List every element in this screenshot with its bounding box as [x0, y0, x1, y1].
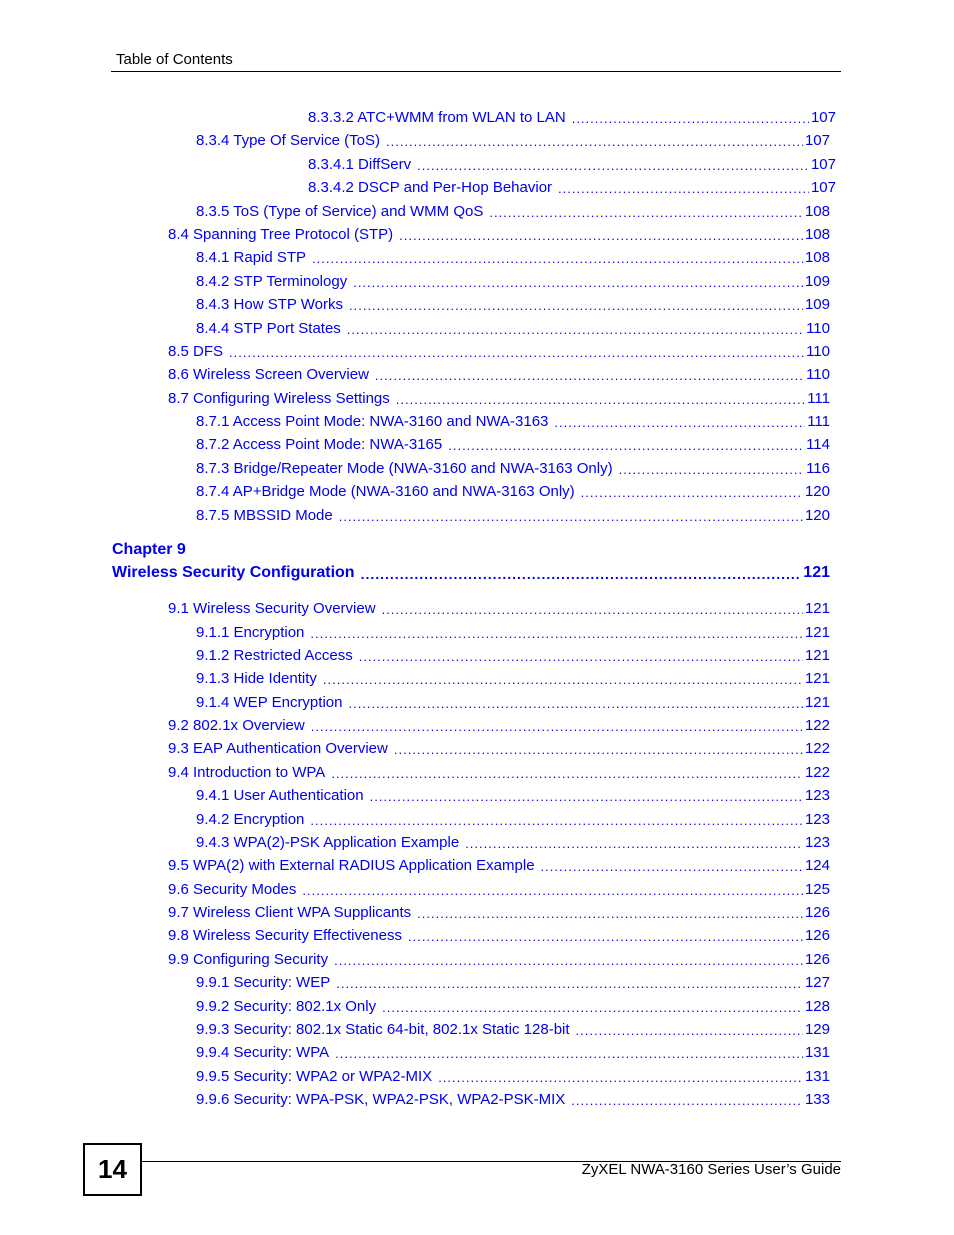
- toc-entry-title: 8.3.4.1 DiffServ: [308, 156, 412, 173]
- toc-entry[interactable]: [196, 622, 830, 642]
- toc-entry-title: Wireless Security Configuration: [112, 564, 355, 581]
- toc-entry-title: 9.4.3 WPA(2)-PSK Application Example: [196, 834, 460, 851]
- toc-entry-page: 122: [804, 764, 830, 781]
- toc-entry-title: 9.8 Wireless Security Effectiveness: [168, 927, 402, 944]
- dot-leader: [347, 322, 804, 338]
- toc-entry-page: 121: [804, 624, 830, 641]
- dot-leader: [361, 566, 802, 582]
- toc-entry[interactable]: [196, 972, 830, 992]
- toc-entry-page: 114: [806, 436, 830, 453]
- toc-entry[interactable]: [168, 949, 830, 969]
- toc-entry-title: 8.4.2 STP Terminology: [196, 273, 348, 290]
- toc-entry[interactable]: [168, 762, 830, 782]
- dot-leader: [465, 836, 803, 852]
- toc-entry-page: 131: [804, 1044, 830, 1061]
- toc-entry-page: 126: [804, 927, 830, 944]
- page-number: 14: [83, 1143, 142, 1196]
- toc-entry-page: 129: [804, 1021, 830, 1038]
- toc-entry-title: 9.1.3 Hide Identity: [196, 670, 317, 687]
- dot-leader: [310, 626, 803, 642]
- dot-leader: [370, 789, 803, 805]
- toc-entry-page: 107: [804, 132, 830, 149]
- toc-entry-title: 9.5 WPA(2) with External RADIUS Application Example: [168, 857, 535, 874]
- dot-leader: [331, 766, 803, 782]
- toc-entry-page: 108: [804, 249, 830, 266]
- dot-leader: [382, 1000, 803, 1016]
- toc-entry-title: 9.3 EAP Authentication Overview: [168, 740, 388, 757]
- toc-entry-title: 9.9.1 Security: WEP: [196, 974, 331, 991]
- toc-entry[interactable]: [196, 505, 830, 525]
- toc-entry-page: 107: [810, 179, 836, 196]
- toc-entry-title: 8.4.3 How STP Works: [196, 296, 343, 313]
- dot-leader: [334, 953, 803, 969]
- toc-entry[interactable]: [168, 388, 830, 408]
- toc-entry-page: 116: [806, 460, 830, 477]
- toc-entry-page: 120: [804, 507, 830, 524]
- toc-entry-title: 9.4.1 User Authentication: [196, 787, 364, 804]
- toc-entry[interactable]: [196, 692, 830, 712]
- dot-leader: [417, 158, 809, 174]
- toc-entry-page: 121: [804, 600, 830, 617]
- toc-entry[interactable]: [196, 785, 830, 805]
- toc-entry-page: 110: [806, 343, 830, 360]
- toc-entry[interactable]: [196, 809, 830, 829]
- toc-entry[interactable]: [196, 294, 830, 314]
- dot-leader: [348, 696, 803, 712]
- toc-entry[interactable]: [196, 481, 830, 501]
- dot-leader: [417, 906, 803, 922]
- toc-entry-title: 8.3.5 ToS (Type of Service) and WMM QoS: [196, 203, 484, 220]
- dot-leader: [359, 649, 803, 665]
- toc-entry-title: 8.5 DFS: [168, 343, 224, 360]
- dot-leader: [375, 368, 804, 384]
- dot-leader: [448, 438, 804, 454]
- toc-entry-title: 9.9 Configuring Security: [168, 951, 329, 968]
- toc-entry-page: 109: [804, 273, 830, 290]
- toc-entry-page: 123: [804, 787, 830, 804]
- dot-leader: [311, 719, 803, 735]
- toc-entry-page: 126: [804, 904, 830, 921]
- chapter-label: Chapter 9: [112, 541, 186, 558]
- toc-entry[interactable]: [196, 201, 830, 221]
- dot-leader: [353, 275, 803, 291]
- dot-leader: [576, 1023, 803, 1039]
- toc-entry[interactable]: [308, 107, 836, 127]
- toc-entry-page: 127: [804, 974, 830, 991]
- dot-leader: [229, 345, 804, 361]
- dot-leader: [554, 415, 805, 431]
- toc-entry-title: 9.1.4 WEP Encryption: [196, 694, 343, 711]
- toc-entry-page: 121: [803, 564, 830, 581]
- toc-entry[interactable]: [168, 925, 830, 945]
- toc-entry[interactable]: [196, 318, 830, 338]
- toc-entry-title: 9.9.5 Security: WPA2 or WPA2-MIX: [196, 1068, 433, 1085]
- dot-leader: [572, 111, 809, 127]
- toc-entry-page: 131: [804, 1068, 830, 1085]
- toc-entry-title: 8.7.3 Bridge/Repeater Mode (NWA-3160 and NWA-3163 Only): [196, 460, 613, 477]
- toc-entry[interactable]: [196, 996, 830, 1016]
- toc-entry-page: 110: [806, 320, 830, 337]
- toc-entry-title: 9.2 802.1x Overview: [168, 717, 305, 734]
- dot-leader: [336, 976, 803, 992]
- toc-entry-title: 9.9.2 Security: 802.1x Only: [196, 998, 377, 1015]
- toc-entry-page: 121: [804, 647, 830, 664]
- toc-entry[interactable]: [196, 1066, 830, 1086]
- toc-entry[interactable]: [168, 902, 830, 922]
- toc-entry-page: 124: [804, 857, 830, 874]
- running-header: Table of Contents: [116, 51, 233, 68]
- toc-entry-page: 120: [804, 483, 830, 500]
- toc-entry-title: 9.9.4 Security: WPA: [196, 1044, 330, 1061]
- chapter-title-link[interactable]: [112, 562, 830, 582]
- toc-entry-title: 9.1 Wireless Security Overview: [168, 600, 376, 617]
- toc-entry[interactable]: [196, 1042, 830, 1062]
- dot-leader: [581, 485, 803, 501]
- toc-entry-title: 9.4 Introduction to WPA: [168, 764, 326, 781]
- toc-entry[interactable]: [196, 411, 830, 431]
- toc-entry[interactable]: [196, 1019, 830, 1039]
- dot-leader: [335, 1046, 803, 1062]
- toc-entry-title: 9.9.3 Security: 802.1x Static 64-bit, 802.1x Static 128-bit: [196, 1021, 570, 1038]
- dot-leader: [349, 298, 803, 314]
- dot-leader: [541, 859, 803, 875]
- toc-entry-page: 108: [804, 226, 830, 243]
- dot-leader: [310, 813, 803, 829]
- toc-entry-title: 8.7.4 AP+Bridge Mode (NWA-3160 and NWA-3163 Only): [196, 483, 575, 500]
- toc-entry[interactable]: [308, 177, 836, 197]
- toc-entry-title: 8.7.2 Access Point Mode: NWA-3165: [196, 436, 443, 453]
- toc-entry[interactable]: [168, 715, 830, 735]
- dot-leader: [438, 1070, 803, 1086]
- toc-entry-title: 8.4 Spanning Tree Protocol (STP): [168, 226, 394, 243]
- toc-entry[interactable]: [168, 364, 830, 384]
- toc-entry[interactable]: [196, 434, 830, 454]
- toc-entry[interactable]: [196, 458, 830, 478]
- toc-entry-page: 133: [804, 1091, 830, 1108]
- toc-entry-page: 111: [807, 390, 830, 407]
- toc-entry-title: 8.7.1 Access Point Mode: NWA-3160 and NWA-3163: [196, 413, 549, 430]
- dot-leader: [386, 134, 803, 150]
- dot-leader: [312, 251, 803, 267]
- toc-entry[interactable]: [196, 668, 830, 688]
- dot-leader: [396, 392, 805, 408]
- toc-entry-page: 107: [810, 156, 836, 173]
- toc-entry-page: 122: [804, 740, 830, 757]
- dot-leader: [323, 672, 803, 688]
- toc-entry-page: 128: [804, 998, 830, 1015]
- dot-leader: [399, 228, 803, 244]
- toc-entry[interactable]: [168, 341, 830, 361]
- toc-entry-title: 8.4.1 Rapid STP: [196, 249, 307, 266]
- toc-entry-title: 8.7 Configuring Wireless Settings: [168, 390, 390, 407]
- toc-entry-title: 9.6 Security Modes: [168, 881, 297, 898]
- toc-entry[interactable]: [196, 247, 830, 267]
- toc-entry[interactable]: [168, 598, 830, 618]
- toc-entry[interactable]: [196, 1089, 830, 1109]
- dot-leader: [571, 1093, 803, 1109]
- toc-entry[interactable]: [168, 855, 830, 875]
- toc-entry-page: 121: [804, 670, 830, 687]
- toc-entry[interactable]: [168, 879, 830, 899]
- toc-entry-title: 8.7.5 MBSSID Mode: [196, 507, 333, 524]
- toc-entry-page: 111: [807, 413, 830, 430]
- dot-leader: [408, 929, 803, 945]
- toc-entry[interactable]: [168, 224, 830, 244]
- toc-entry[interactable]: [196, 645, 830, 665]
- toc-entry-page: 125: [804, 881, 830, 898]
- toc-entry[interactable]: [308, 154, 836, 174]
- toc-entry-title: 8.4.4 STP Port States: [196, 320, 341, 337]
- guide-title: ZyXEL NWA-3160 Series User’s Guide: [581, 1161, 841, 1178]
- dot-leader: [489, 205, 803, 221]
- toc-entry-title: 8.3.3.2 ATC+WMM from WLAN to LAN: [308, 109, 566, 126]
- toc-entry-title: 9.7 Wireless Client WPA Supplicants: [168, 904, 412, 921]
- dot-leader: [382, 602, 803, 618]
- toc-entry-page: 122: [804, 717, 830, 734]
- dot-leader: [558, 181, 809, 197]
- dot-leader: [619, 462, 804, 478]
- toc-entry-title: 9.4.2 Encryption: [196, 811, 305, 828]
- toc-entry-page: 108: [804, 203, 830, 220]
- toc-entry-title: 9.1.2 Restricted Access: [196, 647, 353, 664]
- toc-entry[interactable]: [196, 832, 830, 852]
- toc-entry[interactable]: [196, 271, 830, 291]
- dot-leader: [302, 883, 803, 899]
- toc-entry-page: 123: [804, 834, 830, 851]
- toc-entry-page: 126: [804, 951, 830, 968]
- toc-entry-page: 121: [804, 694, 830, 711]
- toc-entry-page: 107: [810, 109, 836, 126]
- toc-entry[interactable]: [168, 738, 830, 758]
- toc-entry-title: 9.9.6 Security: WPA-PSK, WPA2-PSK, WPA2-PSK-MIX: [196, 1091, 566, 1108]
- toc-entry-page: 123: [804, 811, 830, 828]
- toc-entry[interactable]: [196, 130, 830, 150]
- toc-entry-page: 109: [804, 296, 830, 313]
- dot-leader: [339, 509, 803, 525]
- toc-entry-title: 8.3.4 Type Of Service (ToS): [196, 132, 380, 149]
- toc-entry-page: 110: [806, 366, 830, 383]
- dot-leader: [394, 742, 803, 758]
- toc-entry-title: 8.6 Wireless Screen Overview: [168, 366, 369, 383]
- toc-entry-title: 8.3.4.2 DSCP and Per-Hop Behavior: [308, 179, 553, 196]
- toc-entry-title: 9.1.1 Encryption: [196, 624, 305, 641]
